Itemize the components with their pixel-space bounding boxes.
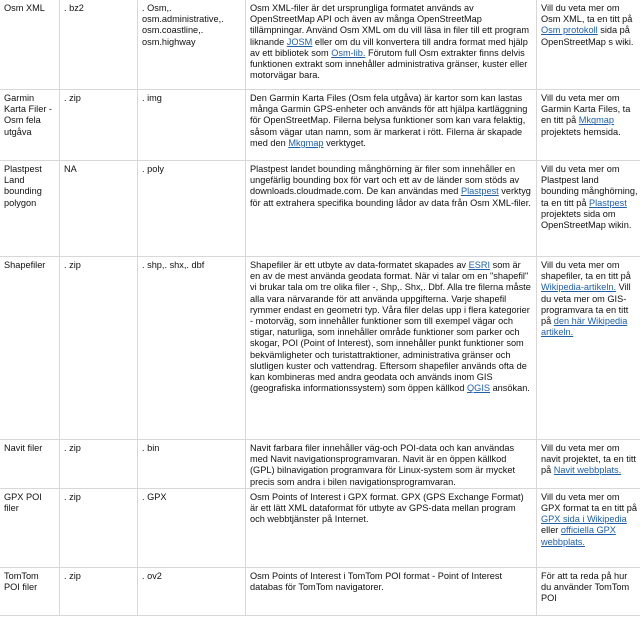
text-segment: ansökan. (490, 383, 530, 394)
file-extensions: . img (142, 93, 162, 103)
format-name: Garmin Karta Filer - Osm fela utgåva (4, 93, 52, 137)
text-segment: verktyg för att extrahera specifika bounding lådor av data från Osm XML-filer. (250, 186, 531, 208)
file-extensions: . shp,. shx,. dbf (142, 260, 205, 270)
format-description (250, 492, 532, 526)
text-segment: projektets hemsida. (541, 126, 621, 137)
reference-link[interactable]: Plastpest (460, 186, 499, 197)
more-info (541, 93, 638, 138)
format-description (250, 164, 532, 209)
text-segment: Vill du veta mer om Plastpest land bounding månghörning, ta en titt på (541, 164, 638, 208)
text-segment: Vill du veta mer om Garmin Karta Files, ta en titt på (541, 93, 631, 126)
reference-link[interactable]: Mkgmap (578, 115, 615, 126)
compression-type: . zip (64, 570, 81, 581)
reference-link[interactable]: QGIS (467, 383, 491, 394)
text-segment: Vill du veta mer om shapefiler, ta en titt på (541, 260, 631, 282)
text-segment: Navit farbara filer innehåller väg-och POI-data och kan användas med Navit navigationsprogramvaran. Navit är en öppen källkod (GPL) bilnavigation programvara för Linux-system som är mycket precis som andra i bilen navigationsprogramvaran. (250, 443, 515, 487)
reference-link[interactable]: den här Wikipedia artikeln. (541, 316, 628, 338)
format-row (0, 161, 640, 257)
format-name: Osm XML (4, 3, 45, 13)
compression-type: NA (64, 164, 77, 174)
format-name: Plastpest Land bounding polygon (4, 164, 42, 208)
text-segment: Osm Points of Interest i GPX format. GPX (GPS Exchange Format) är ett lätt XML dataformat för utbyte av GPS-data mellan program och webbtjänster på Internet. (250, 491, 524, 525)
reference-link[interactable]: JOSM (286, 36, 313, 47)
compression-type: . zip (64, 93, 81, 103)
format-row (0, 488, 640, 567)
reference-link[interactable]: Osm-lib. (331, 47, 366, 58)
format-row (0, 257, 640, 440)
more-info (541, 571, 638, 605)
format-name: Shapefiler (4, 260, 46, 270)
compression-type: . zip (64, 491, 81, 502)
format-name: TomTom POI filer (4, 570, 39, 593)
more-info (541, 260, 638, 338)
format-name: Navit filer (4, 443, 43, 453)
file-extensions: . GPX (142, 491, 167, 502)
text-segment: Den Garmin Karta Files (Osm fela utgåva) är kartor som kan lastas många Garmin GPS-enheter och används för att hjälpa kartläggning för OpenStreetMap. Filerna belysa funktioner som kan vara felaktig, såsom vägar utan namn, som är markerat i rött. Filerna är skapade med den (250, 93, 528, 148)
compression-type: . zip (64, 260, 81, 270)
compression-type: . bz2 (64, 3, 84, 13)
text-segment: projektets sida om OpenStreetMap wikin. (541, 208, 632, 231)
format-description (250, 571, 532, 593)
reference-link[interactable]: Wikipedia-artikeln. (541, 282, 617, 293)
more-info (541, 164, 638, 231)
more-info (541, 492, 638, 548)
format-description (250, 260, 532, 394)
compression-type: . zip (64, 443, 81, 453)
reference-link[interactable]: Navit webbplats. (553, 465, 622, 476)
text-segment: Vill du veta mer om GPX format ta en titt på (541, 491, 638, 514)
text-segment: eller (541, 525, 561, 536)
format-description (250, 3, 532, 81)
format-name: GPX POI filer (4, 491, 42, 514)
text-segment: Vill du veta mer om GIS-programvara ta en titt på (541, 282, 631, 327)
text-segment: Vill du veta mer om navit projektet, ta en titt på (541, 443, 636, 476)
text-segment: Förutom full Osm extrakter finns delvis funktionen extrakt som innehåller administrativa gränser, kuster eller motorvägar bara. (250, 47, 528, 81)
format-row (0, 567, 640, 615)
format-row (0, 0, 640, 90)
reference-link[interactable]: ESRI (468, 260, 491, 270)
text-segment: som är en av de mest använda geodata format. När vi talar om en "shapefil" vi brukar tala om tre olika filer -, Shp,. Shx,. Dbf. Alla tre filerna måste alla vara närvarande för att använda uppgifterna. Varje shapefil rymmer endast en geometri typ. Våra filer delas upp i flera kategorier - motorväg, som innehåller funktioner som till exempel vägar och stigar, naturliga, som innehåller område funktioner som parker och skogar, POI (Point of Interest), som innehåller punkt funktioner som bekvämligheter och turistattraktioner, administrativa gränser och slutligen kuster och vattendrag. Eftersom shapefiler används ofta de kan kombineras med andra geodata och används inom GIS (geografiska informationssystem) som öppen källkod (250, 260, 531, 394)
text-segment: Plastpest landet bounding månghörning är filer som innehåller en ungefärlig bounding box för vart och ett av de länder som stöds av downloads.cloudmade.com. De kan användas med (250, 164, 520, 197)
text-segment: Osm Points of Interest i TomTom POI format - Point of Interest databas för TomTom navigatorer. (250, 570, 503, 593)
reference-link[interactable]: Osm protokoll (541, 25, 598, 36)
file-extensions: . bin (142, 443, 160, 453)
file-extensions: . Osm,. osm.administrative,. osm.coastline,. osm.highway (142, 3, 224, 47)
more-info (541, 443, 638, 477)
text-segment: Shapefiler är ett utbyte av data-formatet skapades av (250, 260, 469, 270)
reference-link[interactable]: officiella GPX webbplats. (541, 525, 616, 547)
reference-link[interactable]: Mkgmap (288, 137, 324, 148)
text-segment: eller om du vill konvertera till andra format med hjälp av ett bibliotek som (250, 36, 528, 58)
reference-link[interactable]: GPX sida i Wikipedia (541, 514, 627, 525)
format-description (250, 93, 532, 149)
file-extensions: . ov2 (142, 570, 162, 581)
text-segment: verktyget. (323, 137, 366, 148)
format-row (0, 440, 640, 489)
text-segment: För att ta reda på hur du använder TomTom POI (541, 570, 630, 604)
file-extensions: . poly (142, 164, 164, 174)
reference-link[interactable]: Plastpest (589, 197, 627, 208)
more-info (541, 3, 638, 48)
text-segment: sida på OpenStreetMap s wiki. (541, 25, 634, 47)
text-segment: Vill du veta mer om Osm XML, ta en titt på (541, 3, 633, 25)
text-segment: Osm XML-filer är det ursprungliga formatet används av OpenStreetMap API och även av många OpenStreetMap tillämpningar. Använd Osm XML om du vill läsa in filer till ett program liknande (250, 3, 529, 47)
format-description (250, 443, 532, 488)
format-row (0, 90, 640, 161)
